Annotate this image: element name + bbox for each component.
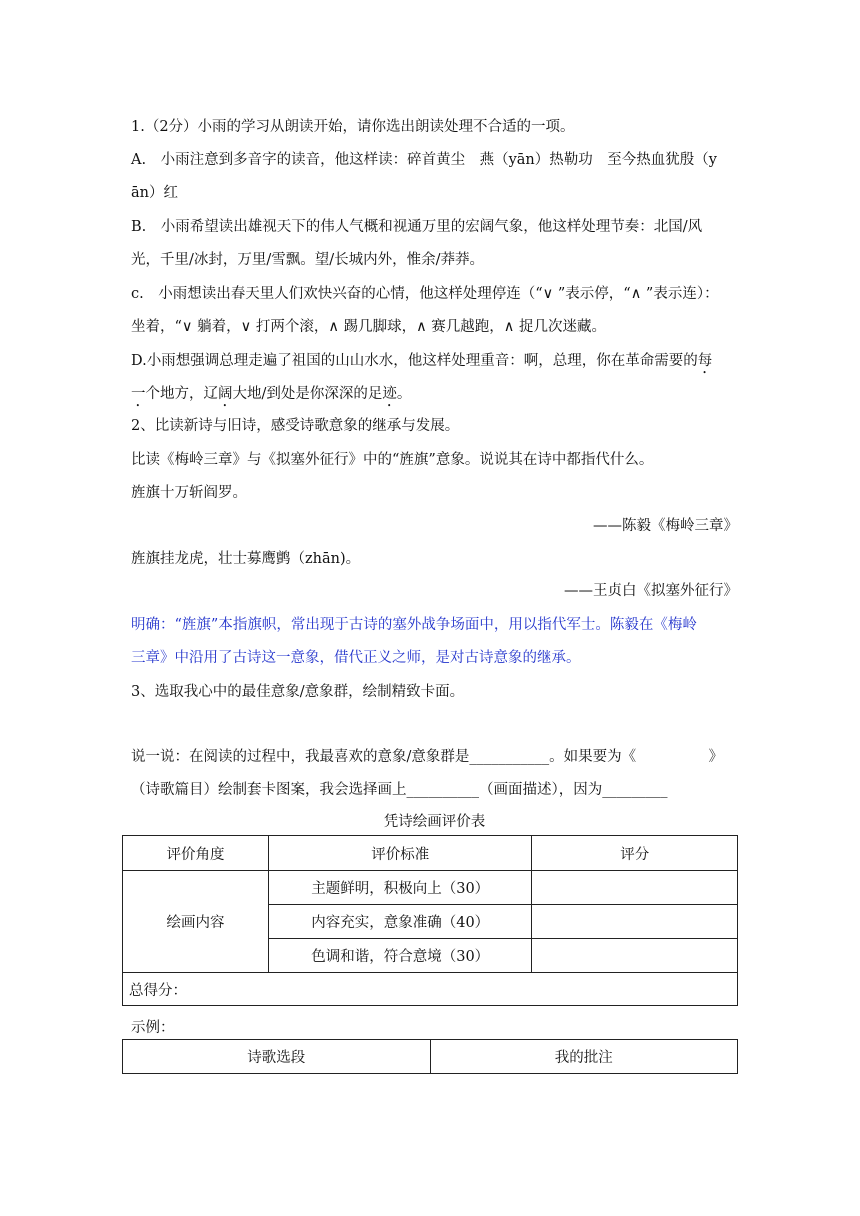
q2-title: 2、比读新诗与旧诗，感受诗歌意象的继承与发展。 <box>131 418 460 434</box>
q1-option-b-line2: 光，千里/冰封，万里/雪飘。望/长城内外，惟余/莽莽。 <box>131 252 485 268</box>
score-cell[interactable] <box>532 905 738 939</box>
q1-d-text: 个地方，辽 <box>145 386 218 402</box>
q2-answer-line2: 三章》中沿用了古诗这一意象，借代正义之师，是对古诗意象的继承。 <box>131 650 581 666</box>
eval-table <box>122 835 738 1006</box>
q1-d-text: 。 <box>396 386 412 402</box>
q1-option-d-line2 <box>131 384 738 410</box>
eval-table-caption: 凭诗绘画评价表 <box>383 814 486 830</box>
q1-option-b-line1: B. 小雨希望读出雄视天下的伟人气概和视通万里的宏阔气象，他这样处理节奏：北国/风 <box>131 219 703 235</box>
q1-d-text: 大地/到处是你深深的足 <box>232 386 383 402</box>
example-label: 示例： <box>131 1020 175 1036</box>
total-score-cell: 总得分： <box>123 973 738 1006</box>
criterion-cell: 色调和谐，符合意境（30） <box>269 939 532 973</box>
header-angle: 评价角度 <box>123 836 269 871</box>
q3-title: 3、选取我心中的最佳意象/意象群，绘制精致卡面。 <box>131 684 465 700</box>
table-row <box>123 973 738 1006</box>
table-row <box>123 871 738 905</box>
header-poem-excerpt: 诗歌选段 <box>123 1040 431 1074</box>
q2-poem1: 旌旗十万斩阎罗。 <box>131 485 247 501</box>
table-header-row <box>123 1040 738 1074</box>
q1-option-a-line2: ān）红 <box>131 185 178 201</box>
q2-answer-line1: 明确：“旌旗”本指旗帜，常出现于古诗的塞外战争场面中，用以指代军士。陈毅在《梅岭 <box>131 617 697 633</box>
q3-say-line2: （诗歌篇目）绘制套卡图案，我会选择画上__________（画面描述），因为_________ <box>131 782 668 798</box>
score-cell[interactable] <box>532 871 738 905</box>
q2-source2: ——王贞白《拟塞外征行》 <box>564 583 738 599</box>
q1-d-stressed: 每 <box>697 353 713 369</box>
header-my-annotation: 我的批注 <box>430 1040 738 1074</box>
q2-poem2: 旌旗挂龙虎，壮士募鹰鹯（zhān)。 <box>131 551 361 567</box>
q1-d-text: D.小雨想强调总理走遍了祖国的山山水水，他这样处理重音：啊，总理，你在革命需要的 <box>131 353 698 369</box>
q1-option-a-line1: A. 小雨注意到多音字的读音，他这样读：碎首黄尘 燕（yān）热勒功 至今热血犹殷（y <box>131 152 717 168</box>
q1-option-d-line1 <box>131 351 738 377</box>
header-standard: 评价标准 <box>269 836 532 871</box>
table-header-row <box>123 836 738 871</box>
criterion-cell: 主题鲜明，积极向上（30） <box>269 871 532 905</box>
q2-source1: ——陈毅《梅岭三章》 <box>593 518 738 534</box>
q2-instruction: 比读《梅岭三章》与《拟塞外征行》中的“旌旗”意象。说说其在诗中都指代什么。 <box>131 452 654 468</box>
q1-option-c-line1: c. 小雨想读出春天里人们欢快兴奋的心情，他这样处理停连（“∨ ”表示停，“∧ ”表示连）： <box>131 286 719 302</box>
q1-d-stressed: 一 <box>131 386 146 402</box>
score-cell[interactable] <box>532 939 738 973</box>
example-table <box>122 1039 738 1074</box>
q1-option-c-line2: 坐着，“∨ 躺着，∨ 打两个滚，∧ 踢几脚球，∧ 赛几越跑，∧ 捉几次迷藏。 <box>131 319 607 335</box>
q1-stem: 1.（2分）小雨的学习从朗读开始，请你选出朗读处理不合适的一项。 <box>131 119 575 135</box>
category-cell: 绘画内容 <box>123 871 269 973</box>
header-score: 评分 <box>532 836 738 871</box>
criterion-cell: 内容充实，意象准确（40） <box>269 905 532 939</box>
q1-d-stressed: 阔 <box>218 386 233 402</box>
q3-say-line1: 说一说：在阅读的过程中，我最喜欢的意象/意象群是___________。如果要为《 》 <box>131 749 724 765</box>
q1-d-stressed: 迹 <box>382 386 397 402</box>
